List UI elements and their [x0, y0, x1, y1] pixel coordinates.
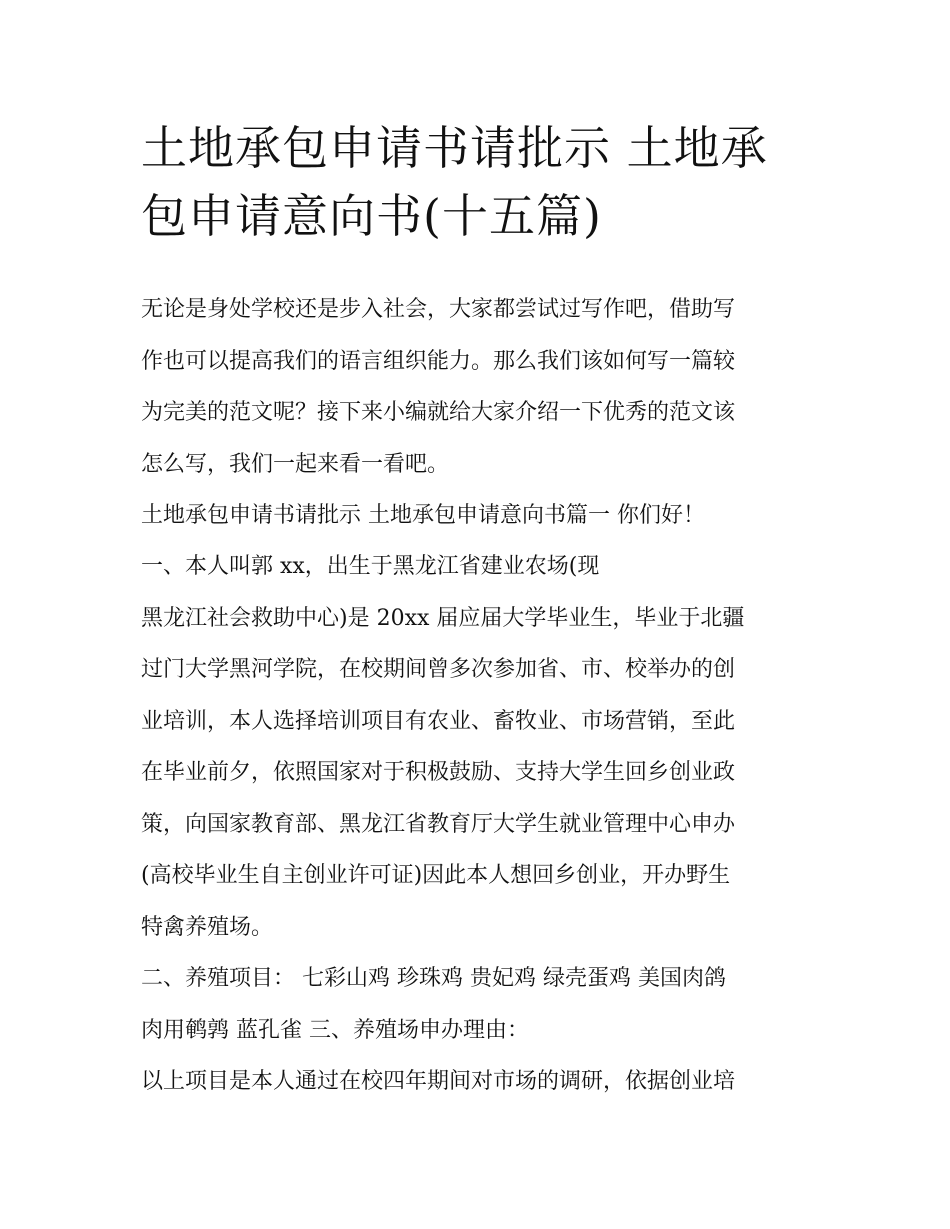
text-line: (高校毕业生自主创业许可证)因此本人想回乡创业，开办野生 [141, 863, 731, 888]
text-line: 二、养殖项目： 七彩山鸡 珍珠鸡 贵妃鸡 绿壳蛋鸡 美国肉鸽 [141, 966, 726, 991]
item-two-paragraph [141, 953, 821, 1056]
text-line: 黑龙江社会救助中心)是 20xx 届应届大学毕业生，毕业于北疆 [141, 605, 745, 631]
intro-paragraph [141, 284, 821, 490]
text-line: 肉用鹌鹑 蓝孔雀 三、养殖场申办理由： [141, 1017, 529, 1043]
text-line: 业培训，本人选择培训项目有农业、畜牧业、市场营销，至此 [141, 708, 736, 734]
title-line: 包申请意向书(十五篇) [141, 189, 602, 243]
text-line: 作也可以提高我们的语言组织能力。那么我们该如何写一篇较 [141, 348, 736, 374]
title-line: 土地承包申请书请批示 土地承 [141, 121, 768, 175]
text-line: 一、本人叫郭 xx，出生于黑龙江省建业农场(现 [141, 554, 600, 579]
text-line: 以上项目是本人通过在校四年期间对市场的调研，依据创业培 [141, 1069, 736, 1094]
text-line: 特禽养殖场。 [141, 914, 274, 940]
text-line: 土地承包申请书请批示 土地承包申请意向书篇一 你们好！ [141, 503, 705, 528]
closing-paragraph [141, 1056, 821, 1108]
text-line: 在毕业前夕，依照国家对于积极鼓励、支持大学生回乡创业政 [141, 760, 736, 785]
item-one-paragraph [141, 541, 821, 953]
section-heading [141, 490, 821, 542]
text-line: 过门大学黑河学院，在校期间曾多次参加省、市、校举办的创 [141, 657, 736, 682]
text-line: 策，向国家教育部、黑龙江省教育厅大学生就业管理中心申办 [141, 811, 736, 837]
document-title [141, 114, 821, 250]
text-line: 无论是身处学校还是步入社会，大家都尝试过写作吧，借助写 [141, 297, 736, 322]
text-line: 为完美的范文呢？接下来小编就给大家介绍一下优秀的范文该 [141, 400, 736, 425]
text-line: 怎么写，我们一起来看一看吧。 [141, 451, 450, 477]
